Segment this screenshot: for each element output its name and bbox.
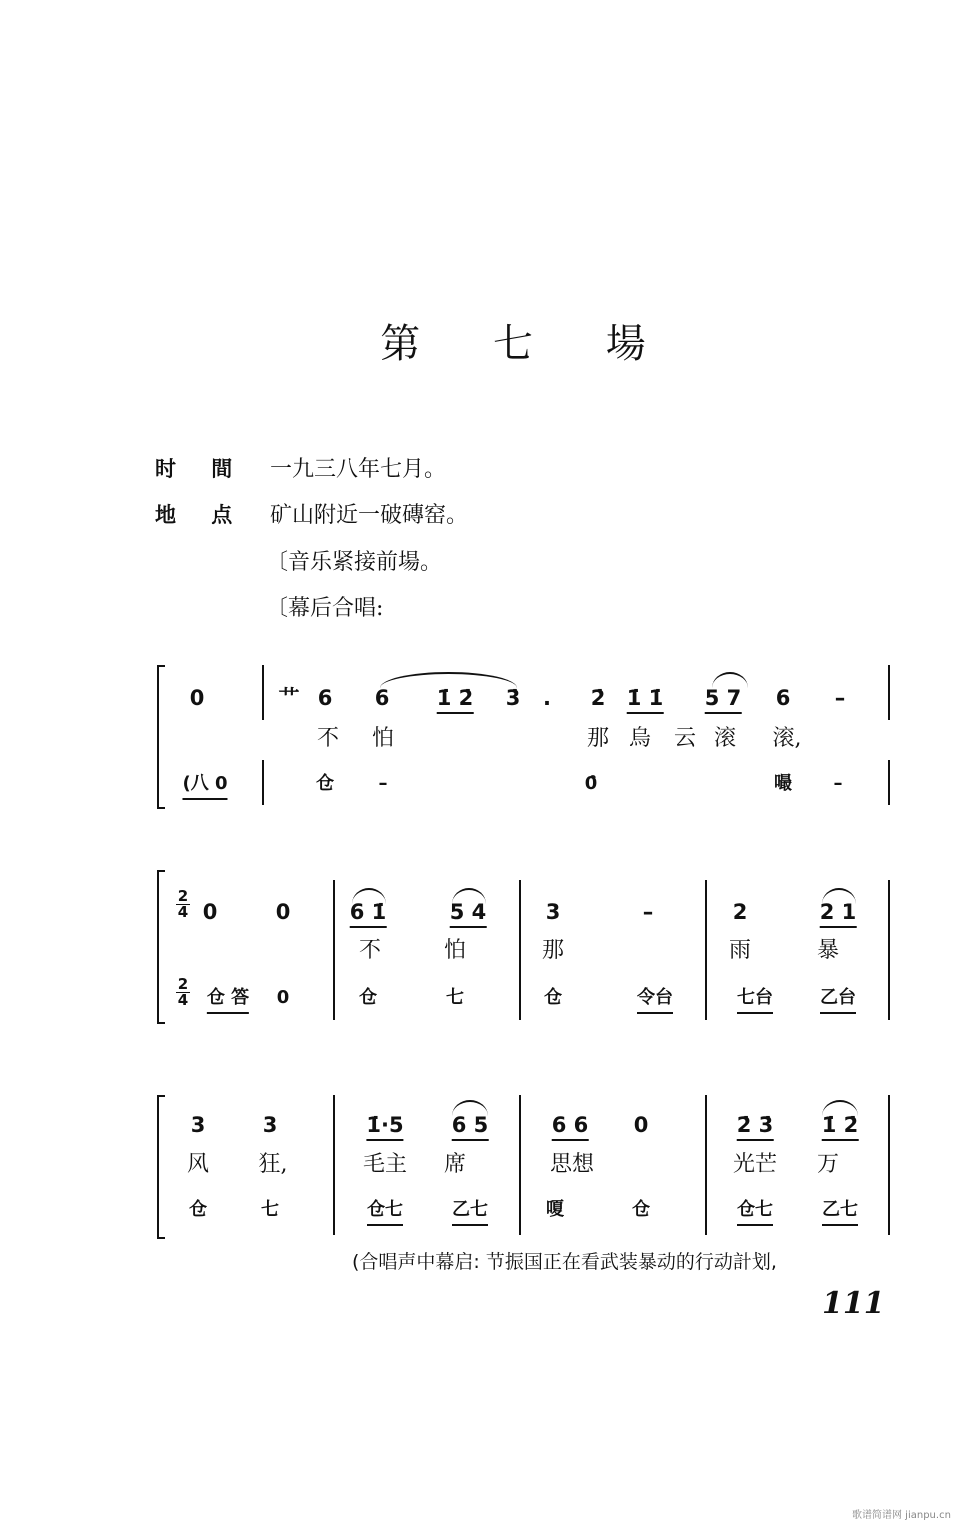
- melody-note: 0: [633, 1113, 649, 1137]
- percussion-note: 0̑: [584, 773, 598, 794]
- barline: [333, 1095, 335, 1235]
- percussion-note: 仓: [316, 773, 334, 794]
- melody-note: 3: [545, 900, 561, 924]
- watermark: 歌谱简谱网 jianpu.cn: [852, 1510, 951, 1521]
- melody-note: 0: [189, 686, 205, 710]
- melody-note: 3: [190, 1113, 206, 1137]
- barline: [519, 880, 521, 1020]
- lyric: 席: [443, 1152, 467, 1177]
- stage-direction-chorus: 〔幕后合唱:: [266, 596, 384, 621]
- melody-note: 6 5: [452, 1112, 489, 1141]
- percussion-note: 嗄: [546, 1199, 564, 1220]
- lyric: 光芒: [732, 1152, 778, 1177]
- melody-note: 1̇ 2̇: [822, 1112, 859, 1141]
- melody-note: 0: [202, 900, 218, 924]
- melody-note: 5 7: [705, 685, 742, 714]
- melody-note: 3̇: [505, 686, 521, 710]
- percussion-note: 乙七: [452, 1197, 488, 1226]
- melody-note: 6 1̇: [350, 899, 387, 928]
- barline: [888, 665, 890, 720]
- lyric: 那: [541, 938, 565, 963]
- melody-note: .: [543, 686, 551, 710]
- percussion-note: 七: [261, 1199, 279, 1220]
- melody-note: 艹: [278, 686, 300, 710]
- melody-note: 2 1: [820, 899, 857, 928]
- melody-note: 5 4: [450, 899, 487, 928]
- place-label: 地 点: [155, 503, 247, 527]
- barline: [333, 880, 335, 1020]
- system-bracket: [157, 1095, 165, 1239]
- percussion-note: –: [833, 773, 843, 794]
- lyric: 风: [186, 1152, 210, 1177]
- lyric: 不: [316, 726, 340, 751]
- barline: [888, 1095, 890, 1235]
- percussion-note: 乙台: [820, 985, 856, 1014]
- percussion-note: 仓 答: [207, 985, 249, 1014]
- melody-note: 2̇ 3̇: [737, 1112, 774, 1141]
- lyric: 狂,: [258, 1152, 288, 1177]
- lyric: 怕: [371, 726, 395, 751]
- percussion-note: 乙七: [822, 1197, 858, 1226]
- melody-note: 1̇ 1̇: [627, 685, 664, 714]
- barline: [888, 880, 890, 1020]
- lyric: 滚,: [772, 726, 802, 751]
- melody-note: 6 6: [552, 1112, 589, 1141]
- barline: [705, 1095, 707, 1235]
- percussion-note: 0: [276, 987, 290, 1008]
- page-number: 111: [822, 1286, 885, 1321]
- barline: [262, 665, 264, 720]
- percussion-note: 令台: [637, 985, 673, 1014]
- melody-note: 2̇: [590, 686, 606, 710]
- time-signature-top: 2: [177, 887, 189, 905]
- percussion-note: 嘬: [774, 773, 792, 794]
- lyric: 毛主: [362, 1152, 408, 1177]
- time-label: 时 間: [155, 457, 247, 481]
- system-bracket: [157, 870, 165, 1024]
- melody-note: 6: [775, 686, 791, 710]
- stage-caption: (合唱声中幕启: 节振国正在看武装暴动的行动計划,: [352, 1251, 777, 1273]
- percussion-note: 仓: [359, 987, 377, 1008]
- percussion-note: 七: [446, 987, 464, 1008]
- lyric: 云: [673, 726, 697, 751]
- time-signature: [176, 889, 190, 920]
- time-signature-bottom: 4: [177, 991, 189, 1009]
- time-signature: [176, 977, 190, 1008]
- melody-note: 1̇ 2̇: [437, 685, 474, 714]
- barline: [888, 760, 890, 805]
- percussion-note: 仓: [632, 1199, 650, 1220]
- percussion-note: (八 0: [182, 771, 227, 800]
- system-bracket: [157, 665, 165, 809]
- lyric: 不: [358, 938, 382, 963]
- percussion-note: 仓: [544, 987, 562, 1008]
- stage-direction-music: 〔音乐紧接前場。: [266, 550, 443, 575]
- melody-note: 6: [374, 686, 390, 710]
- time-signature-top: 2: [177, 975, 189, 993]
- lyric: 思想: [549, 1152, 595, 1177]
- melody-note: 6: [317, 686, 333, 710]
- barline: [705, 880, 707, 1020]
- barline: [519, 1095, 521, 1235]
- percussion-note: 七台: [737, 985, 773, 1014]
- melody-note: –: [642, 900, 654, 924]
- melody-note: –: [834, 686, 846, 710]
- lyric: 万: [816, 1152, 840, 1177]
- percussion-note: 仓: [189, 1199, 207, 1220]
- scene-title: 第 七 場: [380, 321, 676, 367]
- lyric: 烏: [628, 726, 652, 751]
- melody-note: 3: [262, 1113, 278, 1137]
- barline: [262, 760, 264, 805]
- percussion-note: 仓七: [737, 1197, 773, 1226]
- place-value: 矿山附近一破磚窑。: [270, 503, 469, 528]
- melody-note: 0: [275, 900, 291, 924]
- percussion-note: 仓七: [367, 1197, 403, 1226]
- lyric: 怕: [443, 938, 467, 963]
- lyric: 雨: [728, 938, 752, 963]
- percussion-note: –: [378, 773, 388, 794]
- melody-note: 1̇·5: [366, 1112, 403, 1141]
- time-signature-bottom: 4: [177, 903, 189, 921]
- melody-note: 2: [732, 900, 748, 924]
- lyric: 滚: [713, 726, 737, 751]
- lyric: 那: [586, 726, 610, 751]
- time-value: 一九三八年七月。: [270, 457, 447, 482]
- lyric: 暴: [816, 938, 840, 963]
